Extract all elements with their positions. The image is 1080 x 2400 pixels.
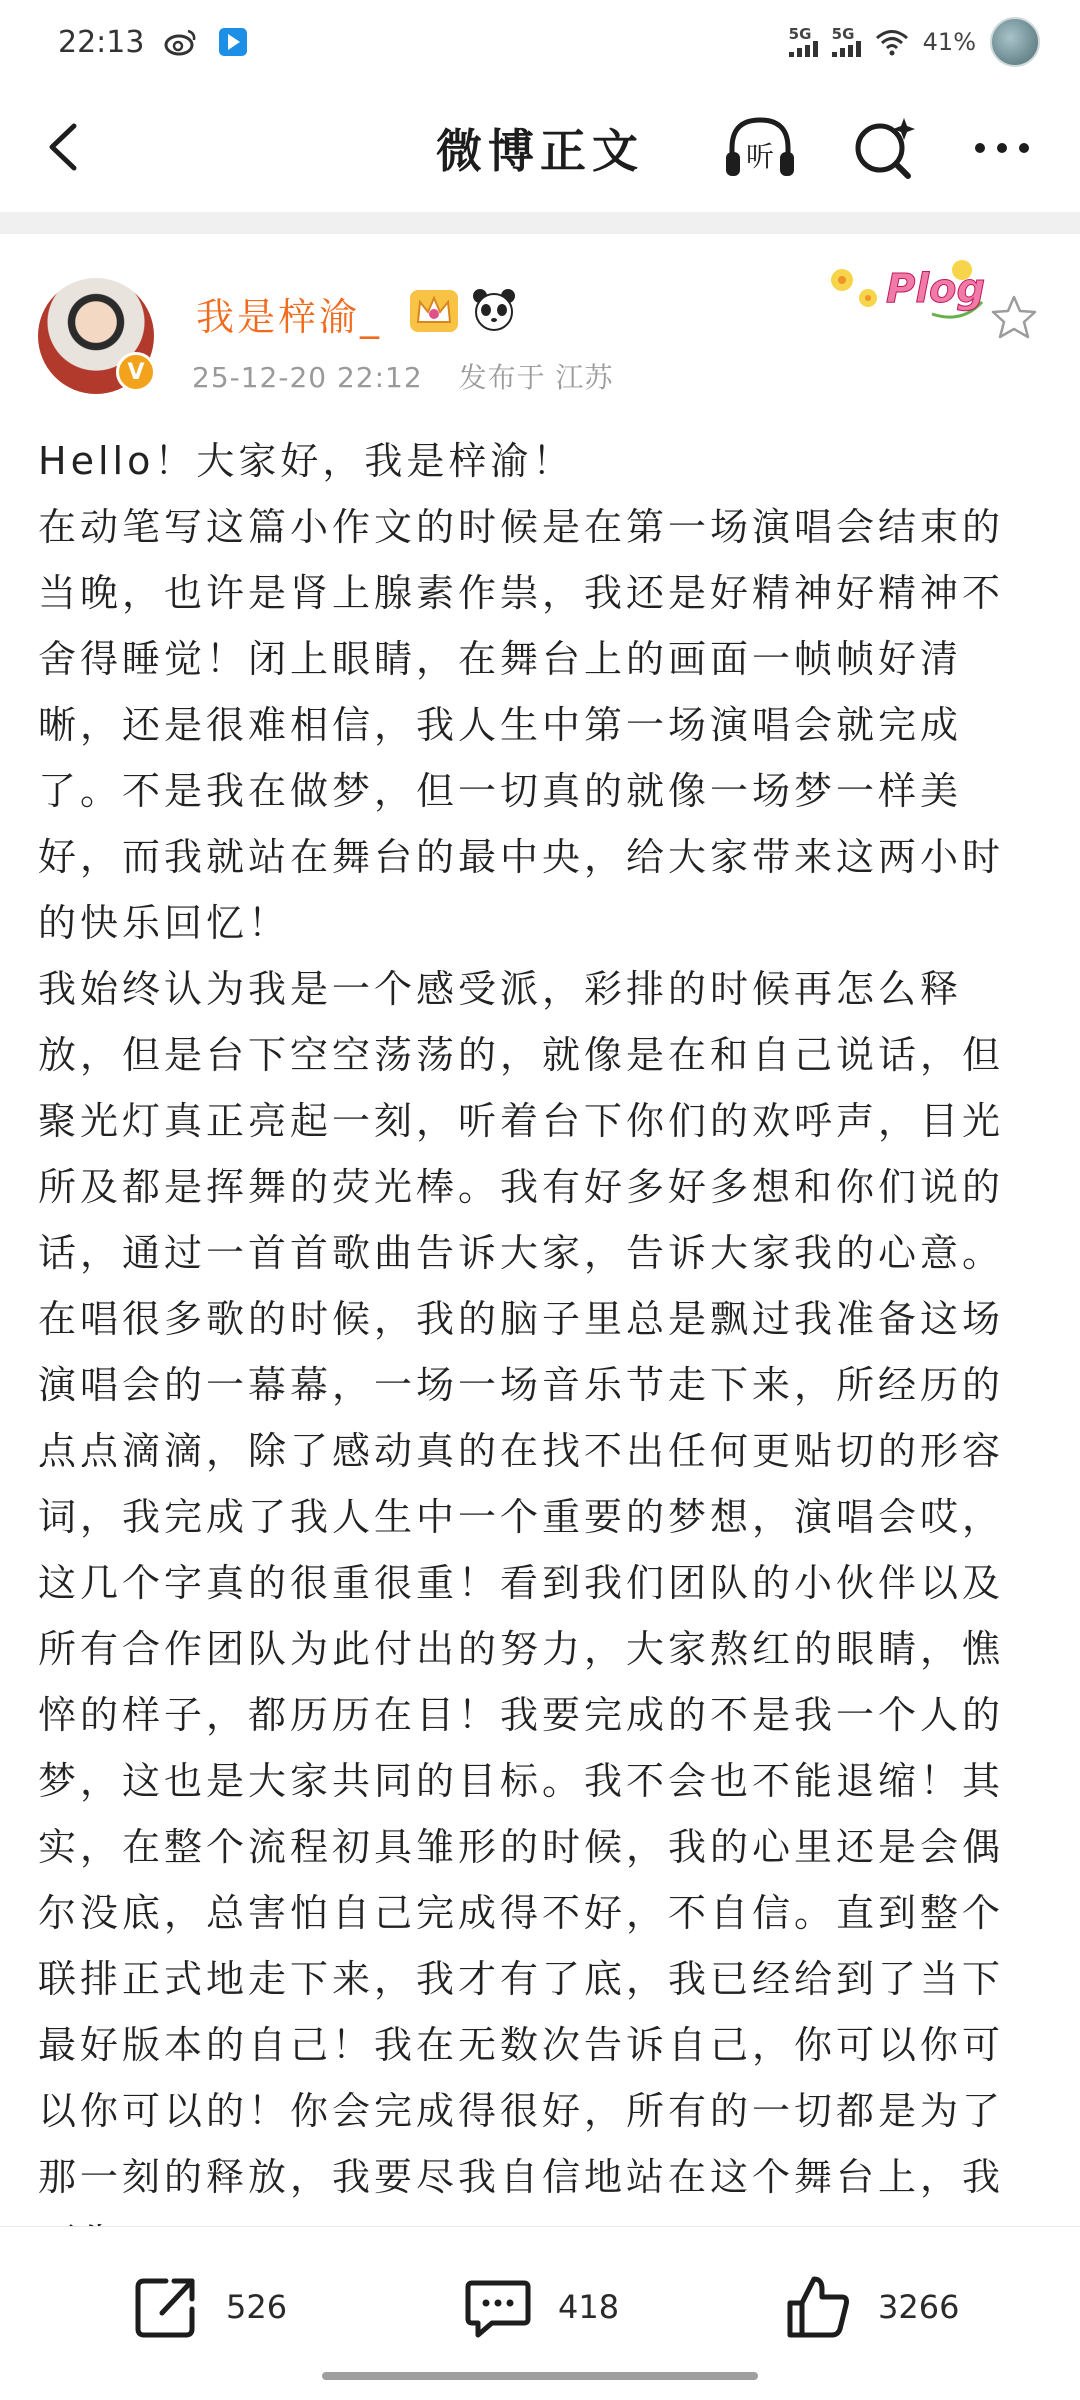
more-options-icon[interactable] (960, 106, 1044, 190)
post-content (38, 428, 1042, 2226)
comment-icon (460, 2269, 536, 2345)
post-timestamp: 25-12-20 22:12 (192, 361, 423, 394)
top-nav-bar (0, 84, 1080, 212)
post-paragraph: 在动笔写这篇小作文的时候是在第一场演唱会结束的当晚，也许是肾上腺素作祟，我还是好精神好精神不舍得睡觉！闭上眼睛，在舞台上的画面一帧帧好清晰，还是很难相信，我人生中第一场演唱会就完成了。不是我在做梦，但一切真的就像一场梦一样美好，而我就站在舞台的最中央，给大家带来这两小时的快乐回忆！ (38, 505, 1005, 945)
status-avatar (990, 17, 1040, 67)
sim2-label: 5G (831, 25, 855, 43)
sim1-label: 5G (788, 25, 812, 43)
back-arrow-icon[interactable] (30, 112, 100, 182)
like-count: 3266 (878, 2288, 960, 2326)
verified-badge-icon: V (116, 352, 156, 392)
panda-badge-icon[interactable] (470, 286, 518, 334)
plog-text: Plog (886, 266, 986, 312)
headphones-icon (718, 106, 802, 190)
plog-sticker-icon (822, 244, 994, 334)
post-location: 发布于 江苏 (458, 361, 614, 394)
search-sparkle-icon[interactable] (842, 106, 926, 190)
home-indicator[interactable] (322, 2372, 758, 2380)
author-name[interactable]: 我是梓渝_ (196, 295, 383, 339)
listen-button[interactable] (718, 106, 802, 190)
post-meta (192, 356, 614, 396)
signal-sim2 (832, 27, 861, 57)
favorite-star-icon[interactable] (988, 292, 1040, 344)
weibo-notification-icon (164, 27, 198, 57)
repost-icon (128, 2269, 204, 2345)
repost-count: 526 (226, 2288, 288, 2326)
status-bar (0, 0, 1080, 84)
like-button[interactable] (780, 2267, 959, 2347)
repost-button[interactable] (128, 2267, 287, 2347)
post-header (0, 234, 1080, 414)
comment-count: 418 (558, 2288, 620, 2326)
signal-sim1 (789, 27, 818, 57)
page-title: 微博正文 (436, 124, 644, 178)
status-time: 22:13 (58, 24, 145, 60)
crown-badge-icon[interactable] (406, 284, 462, 336)
post-paragraph: 我始终认为我是一个感受派，彩排的时候再怎么释放，但是台下空空荡荡的，就像是在和自己说话，但聚光灯真正亮起一刻，听着台下你们的欢呼声，目光所及都是挥舞的荧光棒。我有好多好多想和你们说的话，通过一首首歌曲告诉大家，告诉大家我的心意。在唱很多歌的时候，我的脑子里总是飘过我准备这场演唱会的一幕幕，一场一场音乐节走下来，所经历的点点滴滴，除了感动真的在找不出任何更贴切的形容词，我完成了我人生中一个重要的梦想，演唱会哎，这几个字真的很重很重！看到我们团队的小伙伴以及所有合作团队为此付出的努力，大家熬红的眼睛，憔悴的样子，都历历在目！我要完成的不是我一个人的梦，这也是大家共同的目标。我不会也不能退缩！其实，在整个流程初具雏形的时候，我的心里还是会偶尔没底，总害怕自己完成得不好，不自信。直到整个联排正式地走下来，我才有了底，我已经给到了当下最好版本的自己！我在无数次告诉自己，你可以你可以你可以的！你会完成得很好，所有的一切都是为了那一刻的释放，我要尽我自信地站在这个舞台上，我 (38, 967, 1005, 2199)
listen-label: 听 (745, 140, 775, 173)
post-paragraph: Hello！大家好，我是梓渝！ (38, 439, 575, 483)
comment-button[interactable] (460, 2267, 619, 2347)
battery-level: 41% (922, 28, 976, 56)
thumbs-up-icon (780, 2269, 856, 2345)
wifi-icon (875, 28, 909, 56)
section-divider (0, 212, 1080, 234)
app-notification-icon (218, 27, 248, 57)
